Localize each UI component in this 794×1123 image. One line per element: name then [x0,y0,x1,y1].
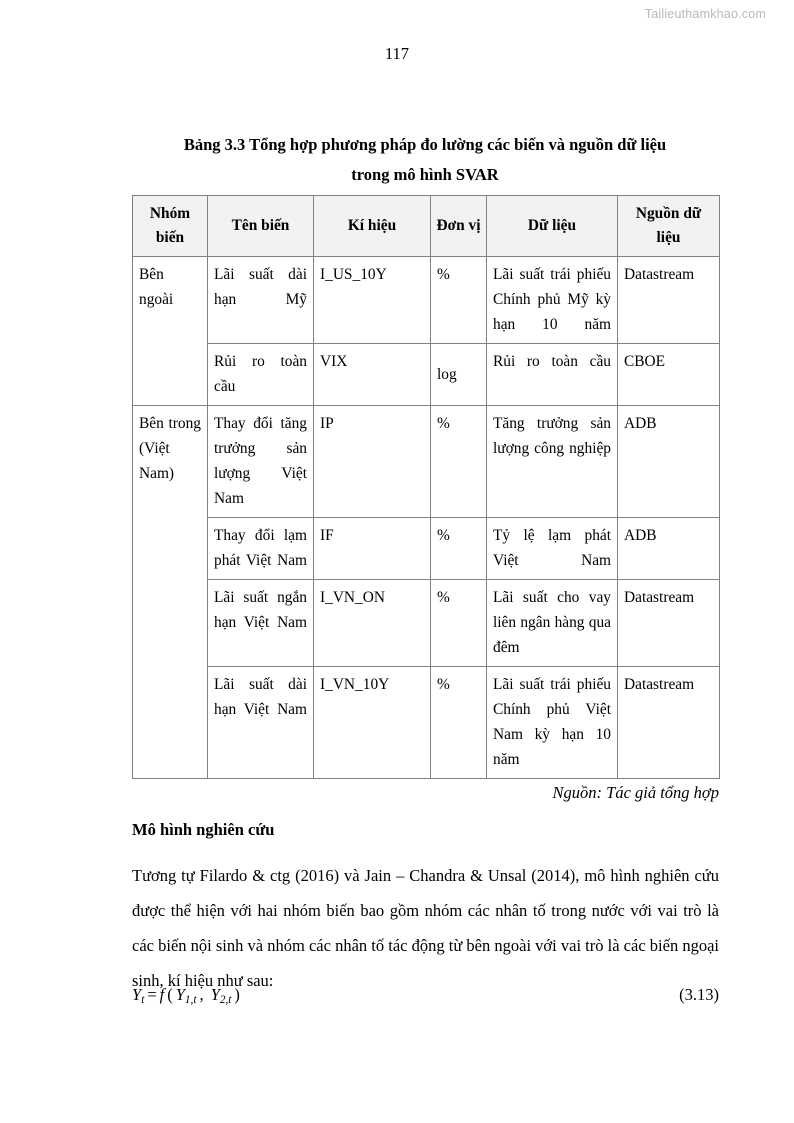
unit-cell: % [431,667,487,779]
symbol-cell: IP [314,406,431,518]
data-description-cell: Lãi suất trái phiếu Chính phủ Mỹ kỳ hạn 10 năm [487,257,618,344]
column-header-unit: Đơn vị [431,196,487,257]
table-container [132,195,719,779]
equation-arg1-subscript: 1,t [184,994,197,1007]
column-header-data: Dữ liệu [487,196,618,257]
section-subheading: Mô hình nghiên cứu [132,820,275,839]
body-paragraph: Tương tự Filardo & ctg (2016) và Jain – Chandra & Unsal (2014), mô hình nghiên cứu được thể hiện với hai nhóm biến bao gồm nhóm các nhân tố trong nước với vai trò là các biến nội sinh và nhóm các nhân tố tác động từ bên ngoài với vai trò là các biến ngoại sinh, kí hiệu như sau: [132,866,719,990]
table-row [133,257,720,344]
table-row [133,667,720,779]
unit-cell: log [431,344,487,406]
table-caption-line-2: trong mô hình SVAR [351,165,499,184]
table-body [133,257,720,779]
equation-operator: = [147,985,157,1004]
column-header-variable-name: Tên biến [208,196,314,257]
symbol-cell: IF [314,518,431,580]
table-row [133,344,720,406]
equation-lhs-subscript: t [141,994,145,1007]
source-cell: Datastream [618,667,720,779]
table-row [133,518,720,580]
table-source-note: Nguồn: Tác giả tổng hợp [552,783,719,802]
equation-arg1-variable: Y [175,985,185,1004]
variable-name-cell: Lãi suất ngắn hạn Việt Nam [208,580,314,667]
data-description-cell: Rủi ro toàn cầu [487,344,618,406]
column-header-source: Nguồn dữ liệu [618,196,720,257]
source-cell: CBOE [618,344,720,406]
variable-name-cell: Thay đổi tăng trưởng sản lượng Việt Nam [208,406,314,518]
equation-expression [132,985,243,1006]
table-header-row [133,196,720,257]
watermark-text: Tailieuthamkhao.com [644,7,766,21]
group-cell-external: Bên ngoài [133,257,208,406]
equation-open-paren: ( [167,985,173,1004]
symbol-cell: VIX [314,344,431,406]
column-header-symbol: Kí hiệu [314,196,431,257]
equation-row [132,985,719,1006]
table-row [133,580,720,667]
table-row [133,406,720,518]
equation-function: f [159,985,165,1004]
unit-cell: % [431,406,487,518]
variable-name-cell: Rủi ro toàn cầu [208,344,314,406]
source-cell: ADB [618,518,720,580]
column-header-group: Nhóm biến [133,196,208,257]
equation-lhs-variable: Y [132,985,142,1004]
equation-arg2-variable: Y [210,985,220,1004]
data-description-cell: Lãi suất cho vay liên ngân hàng qua đêm [487,580,618,667]
source-cell: Datastream [618,580,720,667]
data-description-cell: Lãi suất trái phiếu Chính phủ Việt Nam kỳ hạn 10 năm [487,667,618,779]
data-description-cell: Tăng trưởng sản lượng công nghiệp [487,406,618,518]
variable-name-cell: Thay đổi lạm phát Việt Nam [208,518,314,580]
source-cell: Datastream [618,257,720,344]
symbol-cell: I_US_10Y [314,257,431,344]
unit-cell: % [431,580,487,667]
variable-name-cell: Lãi suất dài hạn Mỹ [208,257,314,344]
equation-close-paren: ) [234,985,240,1004]
equation-number: (3.13) [679,985,719,1004]
equation-comma: , [199,985,208,1004]
source-cell: ADB [618,406,720,518]
variable-name-cell: Lãi suất dài hạn Việt Nam [208,667,314,779]
table-header [133,196,720,257]
unit-cell: % [431,518,487,580]
data-description-cell: Tỷ lệ lạm phát Việt Nam [487,518,618,580]
symbol-cell: I_VN_10Y [314,667,431,779]
equation-arg2-subscript: 2,t [219,994,232,1007]
symbol-cell: I_VN_ON [314,580,431,667]
table-caption [132,130,718,190]
group-cell-internal: Bên trong (Việt Nam) [133,406,208,779]
page-number: 117 [384,44,410,63]
unit-cell: % [431,257,487,344]
variables-table [132,195,720,779]
table-caption-line-1: Bảng 3.3 Tổng hợp phương pháp đo lường các biến và nguồn dữ liệu [183,135,667,154]
